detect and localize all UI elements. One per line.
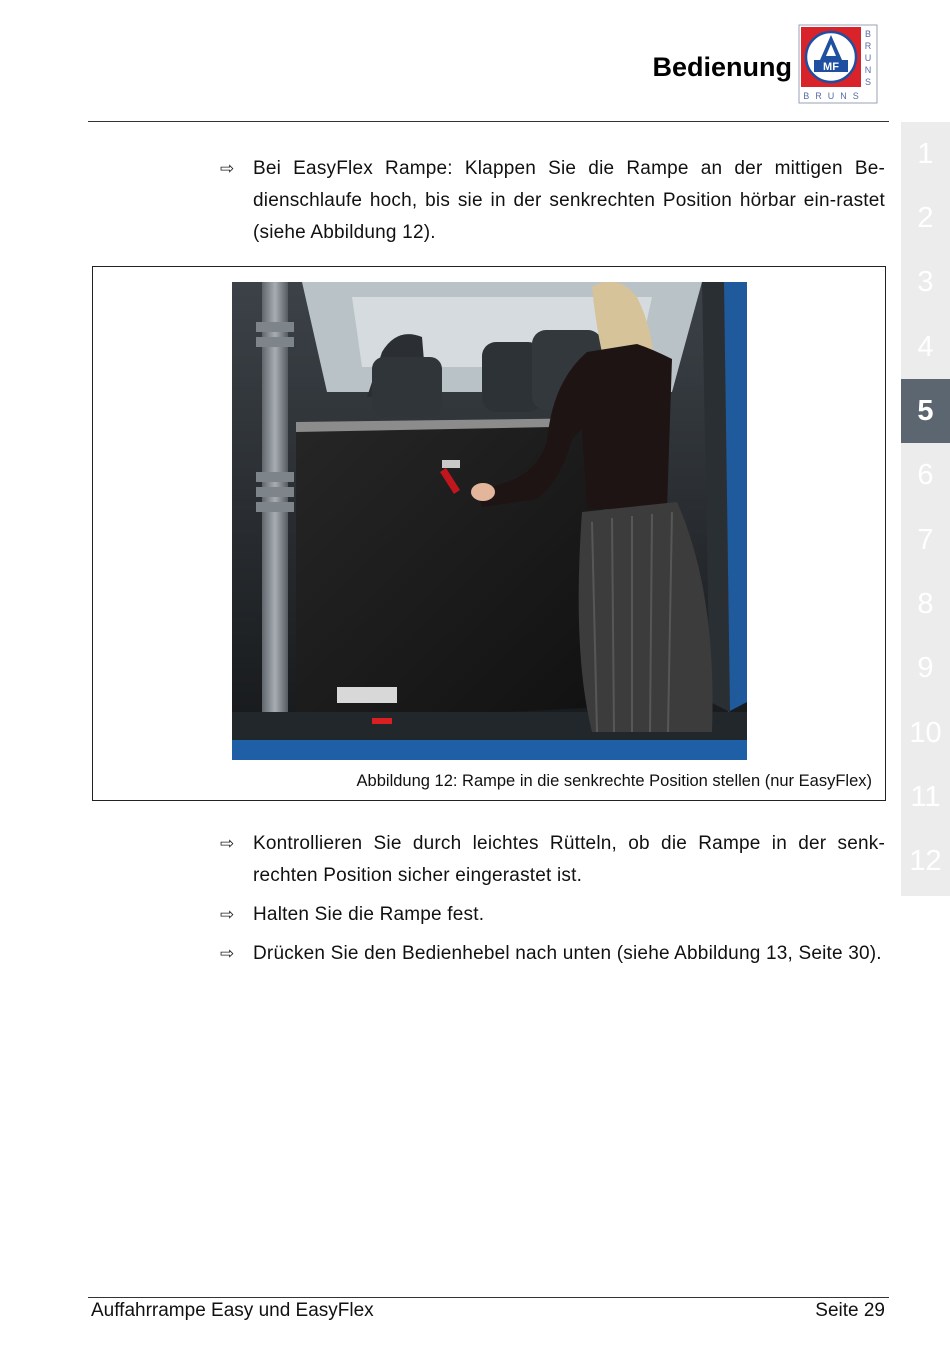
document-title: Auffahrrampe Easy und EasyFlex	[91, 1300, 374, 1321]
chapter-tab-9[interactable]: 9	[917, 651, 934, 684]
svg-text:S: S	[864, 77, 872, 87]
instruction-item	[220, 938, 885, 970]
chapter-tab-6[interactable]: 6	[917, 458, 934, 491]
ramp-photo	[232, 282, 747, 760]
arrow-right-outline-icon: ⇨	[220, 159, 235, 178]
svg-text:B: B	[864, 29, 872, 39]
instruction-text: Halten Sie die Rampe fest.	[253, 904, 485, 925]
footer-divider	[88, 1297, 889, 1298]
instruction-item	[220, 899, 885, 931]
chapter-tab-12[interactable]: 12	[909, 844, 942, 877]
arrow-right-outline-icon: ⇨	[220, 944, 235, 963]
instruction-text: Kontrollieren Sie durch leichtes Rütteln, ob die Rampe in der senk-rechten Position sicher eingerastet ist.	[253, 833, 885, 886]
chapter-tab-2[interactable]: 2	[917, 201, 934, 234]
chapter-tab-7[interactable]: 7	[917, 523, 934, 556]
svg-text:MF: MF	[823, 61, 839, 73]
svg-text:U: U	[864, 53, 872, 63]
instruction-item	[220, 153, 885, 249]
arrow-right-outline-icon: ⇨	[220, 834, 235, 853]
page-title: Bedienung	[652, 52, 792, 82]
svg-text:R: R	[864, 41, 872, 51]
instruction-text: Bei EasyFlex Rampe: Klappen Sie die Rampe an der mittigen Be-dienschlaufe hoch, bis sie in der senkrechten Position hörbar ein-rastet (siehe Abbildung 12).	[253, 158, 885, 243]
page-number: Seite 29	[815, 1300, 885, 1321]
figure-caption: Abbildung 12: Rampe in die senkrechte Position stellen (nur EasyFlex)	[356, 772, 872, 790]
arrow-right-outline-icon: ⇨	[220, 905, 235, 924]
chapter-tab-4[interactable]: 4	[917, 330, 934, 363]
instruction-item	[220, 828, 885, 892]
chapter-tab-3[interactable]: 3	[917, 265, 934, 298]
svg-text:N: N	[864, 65, 872, 75]
chapter-tab-5-active[interactable]: 5	[901, 379, 950, 443]
figure-frame	[92, 266, 886, 801]
chapter-tab-11[interactable]: 11	[910, 780, 941, 813]
instruction-text: Drücken Sie den Bedienhebel nach unten (siehe Abbildung 13, Seite 30).	[253, 943, 882, 964]
chapter-tab-8[interactable]: 8	[917, 587, 934, 620]
chapter-tab-10[interactable]: 10	[909, 716, 942, 749]
header-divider	[88, 121, 889, 122]
chapter-tab-1[interactable]: 1	[917, 137, 934, 170]
amf-bruns-logo	[798, 24, 878, 104]
svg-text:BRUNS: BRUNS	[803, 91, 865, 101]
chapter-tab-bar	[901, 122, 950, 896]
